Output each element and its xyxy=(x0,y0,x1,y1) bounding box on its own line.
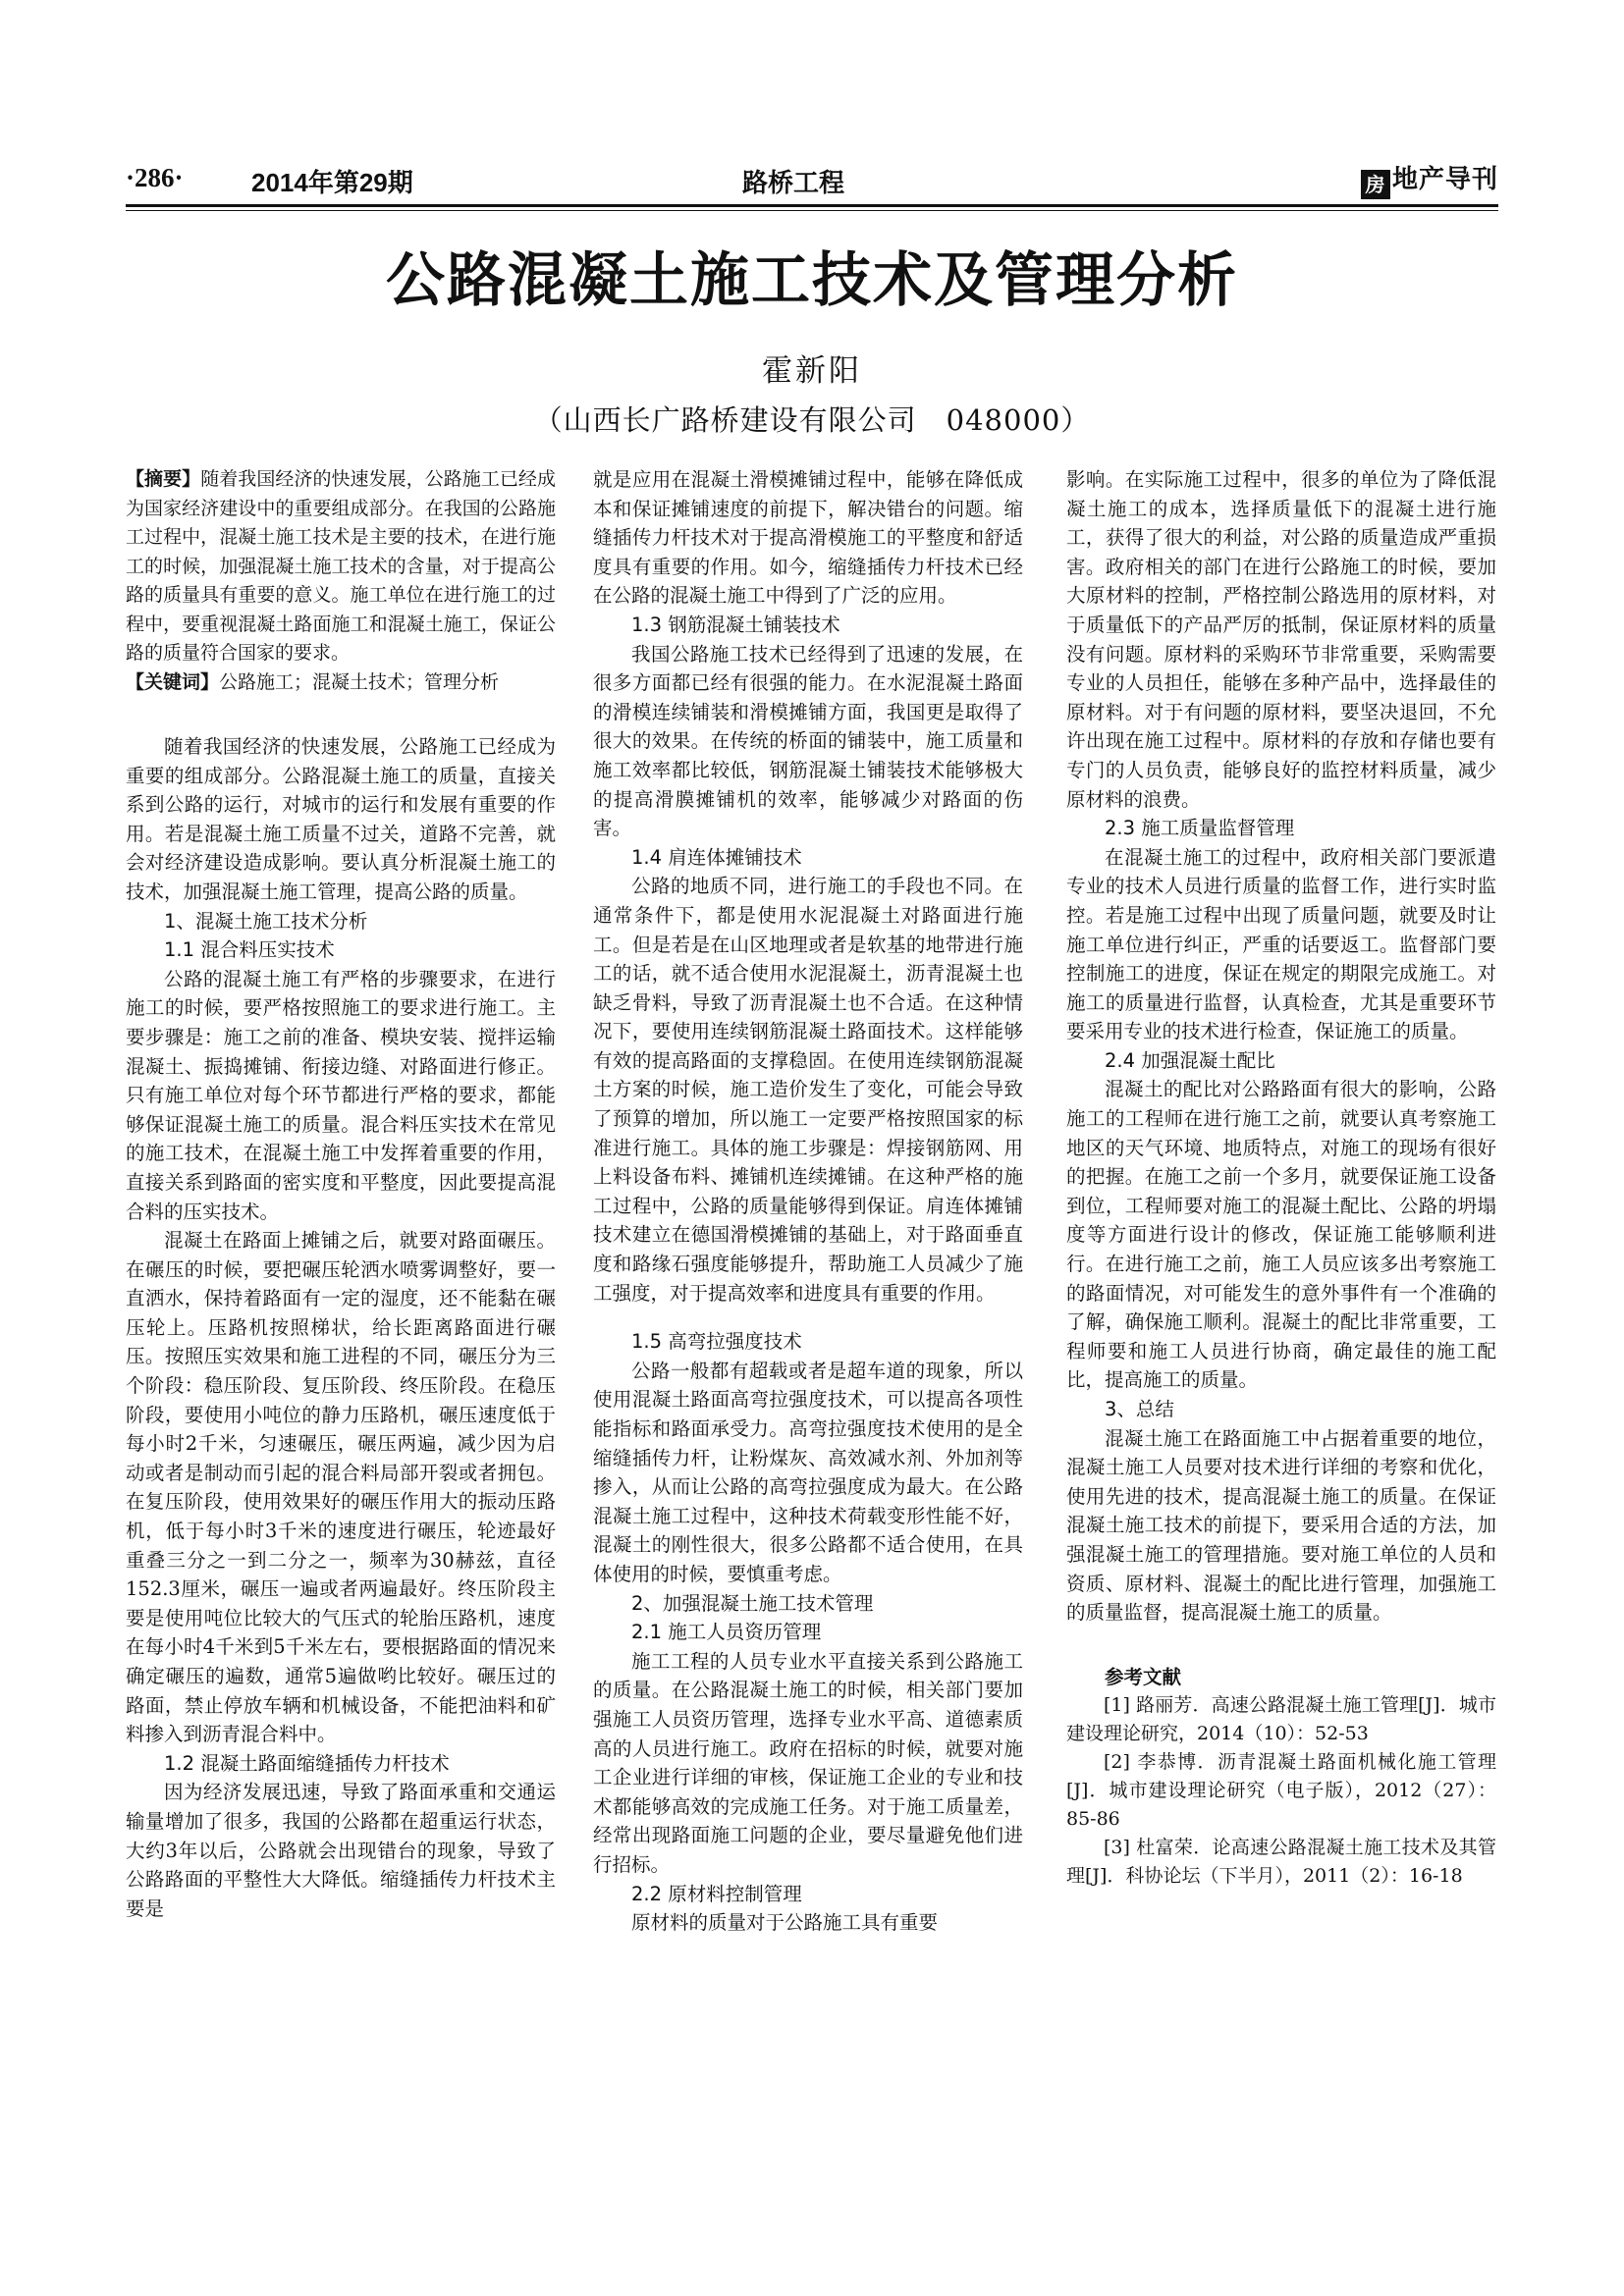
paragraph-2-1: 施工工程的人员专业水平直接关系到公路施工的质量。在公路混凝土施工的时候，相关部门要加强施工人员资历管理，选择专业水平高、道德素质高的人员进行施工。政府在招标的时候，就要对施工企业进行详细的审核，保证施工企业的专业和技术都能够高效的完成施工任务。对于施工质量差，经常出现路面施工问题的企业，要尽量避免他们进行招标。 xyxy=(593,1649,1023,1876)
subsection-heading-1-2: 1.2 混凝土路面缩缝插传力杆技术 xyxy=(164,1751,450,1775)
reference-item: [2] 李恭博．沥青混凝土路面机械化施工管理[J]．城市建设理论研究（电子版），2012（27）：85-86 xyxy=(1066,1751,1496,1831)
section-heading-3: 3、总结 xyxy=(1105,1398,1174,1420)
abstract-text: 随着我国经济的快速发展，公路施工已经成为国家经济建设中的重要组成部分。在我国的公路施工过程中，混凝土施工技术是主要的技术，在进行施工的时候，加强混凝土施工技术的含量，对于提高公路的质量具有重要的意义。施工单位在进行施工的过程中，要重视混凝土路面施工和混凝土施工，保证公路的质量符合国家的要求。 xyxy=(126,468,556,664)
references-heading: 参考文献 xyxy=(1105,1665,1182,1688)
column-2 xyxy=(593,465,1023,1938)
page-header xyxy=(126,163,1498,202)
paragraph-3: 混凝土施工在路面施工中占据着重要的地位，混凝土施工人员要对技术进行详细的考察和优化，使用先进的技术，提高混凝土施工的质量。在保证混凝土施工技术的前提下，要采用合适的方法，加强混凝土施工的管理措施。要对施工单位的人员和资质、原材料、混凝土的配比进行管理，加强施工的质量监督，提高混凝土施工的质量。 xyxy=(1066,1426,1496,1625)
journal-mark-icon: 房 xyxy=(1361,170,1390,199)
subsection-heading-2-3: 2.3 施工质量监督管理 xyxy=(1105,817,1295,840)
paragraph-1-3: 我国公路施工技术已经得到了迅速的发展，在很多方面都已经有很强的能力。在水泥混凝土路面的滑模连续铺装和滑模摊铺方面，我国更是取得了很大的效果。在传统的桥面的铺装中，施工质量和施工效率都比较低，钢筋混凝土铺装技术能够极大的提高滑膜摊铺机的效率，能够减少对路面的伤害。 xyxy=(593,642,1023,840)
issue-label: 2014年第29期 xyxy=(251,168,413,197)
column-3 xyxy=(1066,465,1496,1891)
article-affiliation: （山西长广路桥建设有限公司 048000） xyxy=(533,403,1091,437)
paragraph-2-3: 在混凝土施工的过程中，政府相关部门要派遣专业的技术人员进行质量的监督工作，进行实时监控。若是施工过程中出现了质量问题，就要及时让施工单位进行纠正，严重的话要返工。监督部门要控制施工的进度，保证在规定的期限完成施工。对施工的质量进行监督，认真检查，尤其是重要环节要采用专业的技术进行检查，保证施工的质量。 xyxy=(1066,845,1496,1043)
spacer xyxy=(1066,1628,1496,1663)
subsection-heading-1-4: 1.4 肩连体摊铺技术 xyxy=(631,845,802,869)
column-1 xyxy=(126,465,556,1923)
article-author: 霍新阳 xyxy=(762,353,862,389)
paragraph-intro: 随着我国经济的快速发展，公路施工已经成为重要的组成部分。公路混凝土施工的质量，直接关系到公路的运行，对城市的运行和发展有重要的作用。若是混凝土施工质量不过关，道路不完善，就会对经济建设造成影响。要认真分析混凝土施工的技术，加强混凝土施工管理，提高公路的质量。 xyxy=(126,735,556,903)
subsection-heading-1-3: 1.3 钢筋混凝土铺装技术 xyxy=(631,613,840,636)
paragraph-2-2a: 原材料的质量对于公路施工具有重要 xyxy=(631,1911,939,1935)
spacer xyxy=(126,697,556,732)
reference-item: [1] 路丽芳．高速公路混凝土施工管理[J]．城市建设理论研究，2014（10）：52-53 xyxy=(1066,1694,1496,1745)
article-title: 公路混凝土施工技术及管理分析 xyxy=(386,246,1238,315)
section-heading-2: 2、加强混凝土施工技术管理 xyxy=(631,1591,874,1615)
keywords xyxy=(126,668,556,698)
subsection-heading-1-1: 1.1 混合料压实技术 xyxy=(164,938,335,962)
paragraph-2-2b: 影响。在实际施工过程中，很多的单位为了降低混凝土施工的成本，选择质量低下的混凝土进行施工，获得了很大的利益，对公路的质量造成严重损害。政府相关的部门在进行公路施工的时候，要加大原材料的控制，严格控制公路选用的原材料，对于质量低下的产品严厉的抵制，保证原材料的质量没有问题。原材料的采购环节非常重要，采购需要专业的人员担任，能够在多种产品中，选择最佳的原材料。对于有问题的原材料，要坚决退回，不允许出现在施工过程中。原材料的存放和存储也要有专门的人员负责，能够良好的监控材料质量，减少原材料的浪费。 xyxy=(1066,468,1496,811)
subsection-heading-2-4: 2.4 加强混凝土配比 xyxy=(1105,1048,1275,1072)
section-label: 路桥工程 xyxy=(742,169,845,198)
abstract xyxy=(126,465,556,668)
spacer xyxy=(593,1308,1023,1327)
subsection-heading-2-1: 2.1 施工人员资历管理 xyxy=(631,1621,822,1644)
paragraph-1-4: 公路的地质不同，进行施工的手段也不同。在通常条件下，都是使用水泥混凝土对路面进行施工。但是若是在山区地理或者是软基的地带进行施工的话，就不适合使用水泥混凝土，沥青混凝土也缺乏骨料，导致了沥青混凝土也不合适。在这种情况下，要使用连续钢筋混凝土路面技术。这样能够有效的提高路面的支撑稳固。在使用连续钢筋混凝土方案的时候，施工造价发生了变化，可能会导致了预算的增加，所以施工一定要严格按照国家的标准进行施工。具体的施工步骤是：焊接钢筋网、用上料设备布料、摊铺机连续摊铺。在这种严格的施工过程中，公路的质量能够得到保证。肩连体摊铺技术建立在德国滑模摊铺的基础上，对于路面垂直度和路缘石强度能够提升，帮助施工人员减少了施工强度，对于提高效率和进度具有重要的作用。 xyxy=(593,875,1023,1305)
header-rule-thin xyxy=(126,210,1498,211)
paragraph-1-2a: 因为经济发展迅速，导致了路面承重和交通运输量增加了很多，我国的公路都在超重运行状态，大约3年以后，公路就会出现错台的现象，导致了公路路面的平整性大大降低。缩缝插传力杆技术主要是 xyxy=(126,1781,556,1920)
journal-logo xyxy=(1361,159,1498,199)
keywords-text: 公路施工；混凝土技术；管理分析 xyxy=(219,670,500,693)
paragraph-1-5: 公路一般都有超载或者是超车道的现象，所以使用混凝土路面高弯拉强度技术，可以提高各项性能指标和路面承受力。高弯拉强度技术使用的是全缩缝插传力杆，让粉煤灰、高效减水剂、外加剂等掺入，从而让公路的高弯拉强度成为最大。在公路混凝土施工过程中，这种技术荷载变形性能不好，混凝土的刚性很大，很多公路都不适合使用，在具体使用的时候，要慎重考虑。 xyxy=(593,1359,1023,1585)
paragraph-2-4: 混凝土的配比对公路路面有很大的影响，公路施工的工程师在进行施工之前，就要认真考察施工地区的天气环境、地质特点，对施工的现场有很好的把握。在施工之前一个多月，就要保证施工设备到位，工程师要对施工的混凝土配比、公路的坍塌度等方面进行设计的修改，保证施工能够顺利进行。在进行施工之前，施工人员应该多出考察施工的路面情况，对可能发生的意外事件有一个准确的了解，确保施工顺利。混凝土的配比非常重要，工程师要和施工人员进行协商，确定最佳的施工配比，提高施工的质量。 xyxy=(1066,1078,1496,1392)
header-rule xyxy=(126,204,1498,207)
reference-item: [3] 杜富荣．论高速公路混凝土施工技术及其管理[J]．科协论坛（下半月），2011（2）：16-18 xyxy=(1066,1837,1496,1888)
paragraph-1-1a: 公路的混凝土施工有严格的步骤要求，在进行施工的时候，要严格按照施工的要求进行施工。主要步骤是：施工之前的准备、模块安装、搅拌运输混凝土、振捣摊铺、衔接边缝、对路面进行修正。只有施工单位对每个环节都进行严格的要求，都能够保证混凝土施工的质量。混合料压实技术在常见的施工技术，在混凝土施工中发挥着重要的作用，直接关系到路面的密实度和平整度，因此要提高混合料的压实技术。 xyxy=(126,967,556,1223)
journal-name: 地产导刊 xyxy=(1391,165,1498,194)
keywords-label: 【关键词】 xyxy=(126,670,220,693)
section-heading-1: 1、混凝土施工技术分析 xyxy=(164,909,368,933)
paragraph-1-2b: 就是应用在混凝土滑模摊铺过程中，能够在降低成本和保证摊铺速度的前提下，解决错台的问题。缩缝插传力杆技术对于提高滑模施工的平整度和舒适度具有重要的作用。如今，缩缝插传力杆技术已经在公路的混凝土施工中得到了广泛的应用。 xyxy=(593,468,1023,608)
subsection-heading-1-5: 1.5 高弯拉强度技术 xyxy=(631,1330,802,1354)
page-number: ·286· xyxy=(126,163,184,192)
abstract-label: 【摘要】 xyxy=(126,468,201,490)
subsection-heading-2-2: 2.2 原材料控制管理 xyxy=(631,1882,802,1905)
paragraph-1-1b: 混凝土在路面上摊铺之后，就要对路面碾压。在碾压的时候，要把碾压轮洒水喷雾调整好，要一直洒水，保持着路面有一定的湿度，还不能黏在碾压轮上。压路机按照梯状，给长距离路面进行碾压。按照压实效果和施工进程的不同，碾压分为三个阶段：稳压阶段、复压阶段、终压阶段。在稳压阶段，要使用小吨位的静力压路机，碾压速度低于每小时2千米，匀速碾压，碾压两遍，减少因为启动或者是制动而引起的混合料局部开裂或者拥包。在复压阶段，使用效果好的碾压作用大的振动压路机，低于每小时3千米的速度进行碾压，轮迹最好重叠三分之一到二分之一，频率为30赫兹，直径152.3厘米，碾压一遍或者两遍最好。终压阶段主要是使用吨位比较大的气压式的轮胎压路机，速度在每小时4千米到5千米左右，要根据路面的情况来确定碾压的遍数，通常5遍做哟比较好。碾压过的路面，禁止停放车辆和机械设备，不能把油料和矿料掺入到沥青混合料中。 xyxy=(126,1229,556,1746)
